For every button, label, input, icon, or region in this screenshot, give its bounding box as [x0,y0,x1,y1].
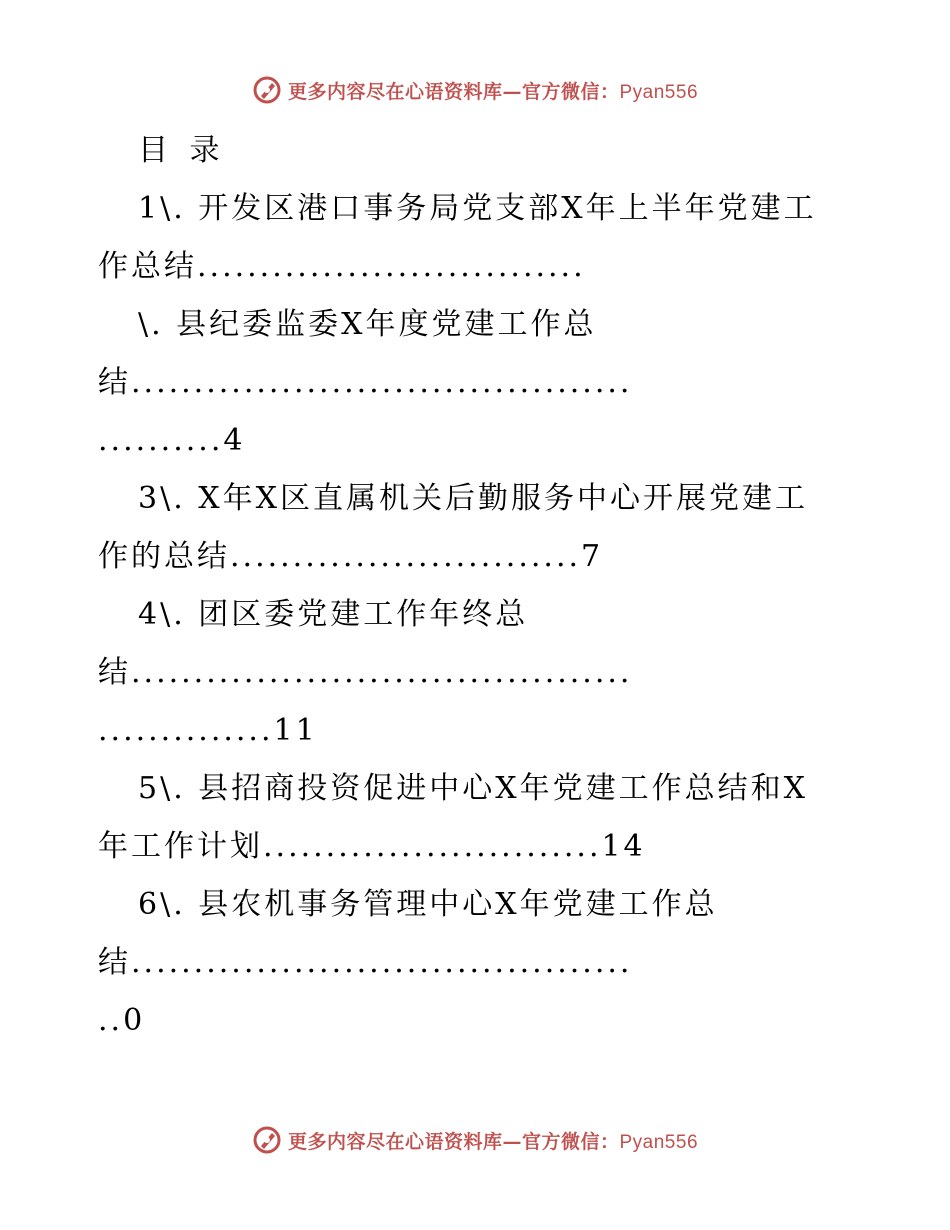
table-of-contents [98,122,848,1050]
watermark-text: 更多内容尽在心语资料库—官方微信：Pyan556 [287,80,699,103]
toc-line[interactable]: 作的总结............................7 [98,539,604,574]
toc-line[interactable]: 结........................................ [98,365,633,400]
toc-line[interactable]: 1\. 开发区港口事务局党支部X年上半年党建工 [138,191,817,226]
pen-logo-icon [252,1125,282,1155]
watermark-text: 更多内容尽在心语资料库—官方微信：Pyan556 [287,1130,699,1153]
toc-line[interactable]: ..........4 [98,423,246,458]
toc-line[interactable]: ..0 [98,1003,146,1038]
toc-line[interactable]: 4\. 团区委党建工作年终总 [138,597,529,632]
toc-line[interactable]: 5\. 县招商投资促进中心X年党建工作总结和X [138,771,808,806]
toc-line[interactable]: 年工作计划...........................14 [98,829,646,864]
pen-logo-icon [252,75,282,105]
header-watermark [0,72,950,108]
toc-line[interactable]: 结........................................ [98,945,633,980]
toc-line[interactable]: 作总结............................... [98,249,586,284]
toc-line[interactable]: \. 县纪委监委X年度党建工作总 [138,307,597,342]
toc-title: 目 录 [138,133,226,168]
footer-watermark [0,1122,950,1158]
toc-line[interactable]: 6\. 县农机事务管理中心X年党建工作总 [138,887,718,922]
toc-line[interactable]: 3\. X年X区直属机关后勤服务中心开展党建工 [138,481,808,516]
toc-line[interactable]: ..............11 [98,713,318,748]
toc-line[interactable]: 结........................................ [98,655,633,690]
